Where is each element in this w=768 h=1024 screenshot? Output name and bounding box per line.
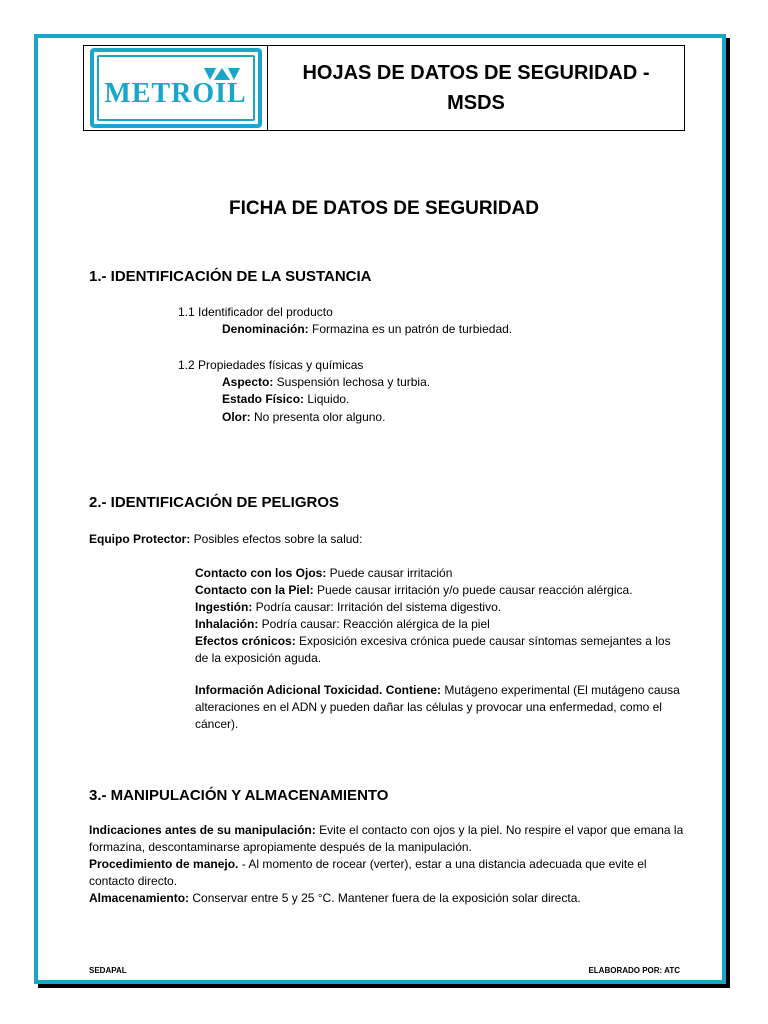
ojos-line <box>195 565 685 582</box>
inhalacion-line <box>195 616 685 633</box>
adicional-value: Mutágeno experimental (El mutágeno causa alteraciones en el ADN y pueden dañar las células y provocar una enfermedad, como el cáncer). <box>195 683 680 731</box>
cronicos-value: Exposición excesiva crónica puede causar síntomas semejantes a los de la exposición aguda. <box>195 634 671 665</box>
inhalacion-value: Podría causar: Reacción alérgica de la piel <box>258 617 490 631</box>
logo-text: METROIL <box>104 78 247 109</box>
header-title: HOJAS DE DATOS DE SEGURIDAD - MSDS <box>302 62 650 114</box>
piel-label: Contacto con la Piel: <box>195 583 314 597</box>
aspecto-label: Aspecto: <box>222 375 274 389</box>
section2-heading: 2.- IDENTIFICACIÓN DE PELIGROS <box>89 494 340 511</box>
effects-block <box>195 565 685 667</box>
estado-value: Liquido. <box>304 392 350 406</box>
ingestion-line <box>195 599 685 616</box>
almacenamiento-value: Conservar entre 5 y 25 °C. Mantener fuera de la exposición solar directa. <box>189 891 581 905</box>
cronicos-line <box>195 633 685 667</box>
estado-label: Estado Físico: <box>222 392 305 406</box>
document-title: FICHA DE DATOS DE SEGURIDAD <box>228 198 539 219</box>
metroil-logo <box>90 48 262 128</box>
document-header <box>83 45 685 131</box>
olor-line <box>222 409 385 426</box>
procedimiento-value: - Al momento de rocear (verter), estar a una distancia adecuada que evite el contacto directo. <box>89 857 647 888</box>
indicaciones-value: Evite el contacto con ojos y la piel. No respire el vapor que emana la formazina, descontaminarse apropiamente después de la manipulación. <box>89 823 684 854</box>
piel-value: Puede causar irritación y/o puede causar reacción alérgica. <box>313 583 633 597</box>
equipo-label: Equipo Protector: <box>89 532 191 546</box>
denominacion-label: Denominación: <box>222 322 309 336</box>
adicional-block <box>195 682 685 733</box>
indicaciones-label: Indicaciones antes de su manipulación: <box>89 823 316 837</box>
cronicos-label: Efectos crónicos: <box>195 634 296 648</box>
footer-left: SEDAPAL <box>89 966 127 975</box>
indicaciones-line <box>89 822 685 856</box>
procedimiento-label: Procedimiento de manejo. <box>89 857 239 871</box>
denominacion-value: Formazina es un patrón de turbiedad. <box>308 322 513 336</box>
aspecto-line <box>222 374 430 391</box>
ojos-label: Contacto con los Ojos: <box>195 566 327 580</box>
inhalacion-label: Inhalación: <box>195 617 259 631</box>
aspecto-value: Suspensión lechosa y turbia. <box>273 375 431 389</box>
footer-right: ELABORADO POR: ATC <box>588 966 680 975</box>
almacenamiento-label: Almacenamiento: <box>89 891 190 905</box>
section1-heading: 1.- IDENTIFICACIÓN DE LA SUSTANCIA <box>89 268 372 285</box>
piel-line <box>195 582 685 599</box>
section3-body <box>89 822 685 907</box>
logo-cell <box>84 46 268 130</box>
equipo-value: Posibles efectos sobre la salud: <box>190 532 363 546</box>
section3-heading: 3.- MANIPULACIÓN Y ALMACENAMIENTO <box>89 787 389 804</box>
almacenamiento-line <box>89 890 685 907</box>
olor-label: Olor: <box>222 410 251 424</box>
procedimiento-line <box>89 856 685 890</box>
equipo-line <box>89 531 362 548</box>
ojos-value: Puede causar irritación <box>326 566 453 580</box>
ingestion-value: Podría causar: Irritación del sistema digestivo. <box>252 600 502 614</box>
section1-sub2-title: 1.2 Propiedades físicas y químicas <box>178 358 364 372</box>
olor-value: No presenta olor alguno. <box>250 410 386 424</box>
denominacion-line <box>222 321 512 338</box>
adicional-label: Información Adicional Toxicidad. Contiene: <box>195 683 442 697</box>
section1-sub1-title: 1.1 Identificador del producto <box>178 305 333 319</box>
estado-line <box>222 391 349 408</box>
ingestion-label: Ingestión: <box>195 600 253 614</box>
